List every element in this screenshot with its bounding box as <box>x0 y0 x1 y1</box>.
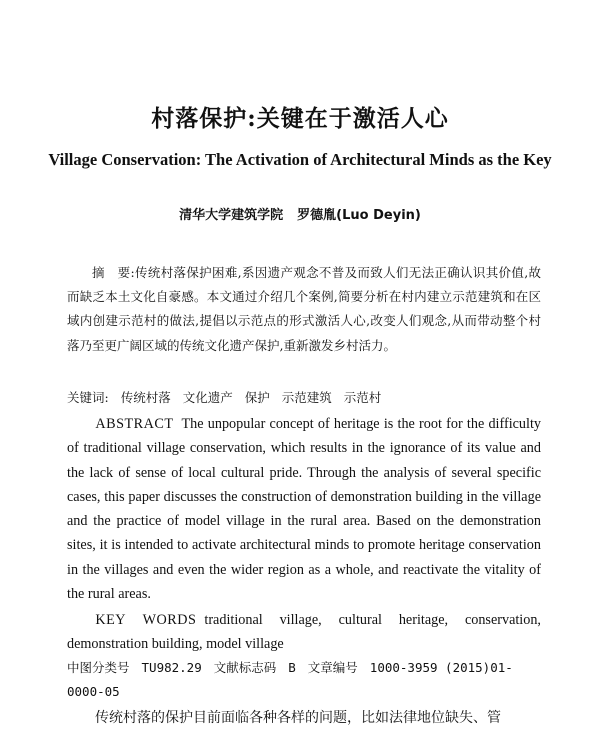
author-name: 罗德胤(Luo Deyin) <box>297 208 421 223</box>
abstract-english-text: The unpopular concept of heritage is the root for the difficulty of traditional village conservation, which results in the ignorance of its value and the lack of sense of local cultural pride. Through the analysis of several specific cases, this paper discusses the construction of demonstration building in the village and the practice of model village in the rural area. Based on the demonstration sites, it is intended to activate architectural minds to promote heritage conservation in the villages and even the wider region as a whole, and reactivate the vitality of the rural areas. <box>67 416 541 603</box>
abstract-chinese <box>67 261 541 358</box>
keyword-chinese: 示范建筑 <box>281 390 332 405</box>
doc-code-value: B <box>288 660 296 675</box>
keyword-chinese: 保护 <box>244 390 270 405</box>
body-first-line: 传统村落的保护目前面临各种各样的问题，比如法律地位缺失、管 <box>95 710 501 726</box>
keywords-chinese-label: 关键词: <box>67 390 109 405</box>
keywords-english <box>67 608 541 656</box>
keyword-chinese: 示范村 <box>343 390 382 405</box>
article-no-label: 文章编号 <box>307 660 358 675</box>
classification-line <box>67 656 541 704</box>
clc-value: TU982.29 <box>141 660 202 675</box>
article-no-value: 1000-3959 (2015)01-0000-05 <box>67 660 513 699</box>
clc-label: 中图分类号 <box>67 660 130 675</box>
abstract-english <box>67 412 541 606</box>
doc-code-label: 文献标志码 <box>213 660 277 675</box>
author-line <box>0 204 600 223</box>
abstract-chinese-text: 传统村落保护困难,系因遗产观念不普及而致人们无法正确认识其价值,故而缺乏本土文化自豪感。本文通过介绍几个案例,简要分析在村内建立示范建筑和在区域内创建示范村的做法,提倡以示范点的形式激活人心,改变人们观念,从而带动整个村落乃至更广阔区域的传统文化遗产保护,重新激发乡村活力。 <box>67 265 541 353</box>
title-chinese: 村落保护:关键在于激活人心 <box>151 105 449 132</box>
abstract-chinese-label: 摘 要: <box>92 265 135 280</box>
keyword-chinese: 传统村落 <box>120 390 171 405</box>
keywords-english-label: KEY WORDS <box>95 612 197 628</box>
keywords-english-text: traditional village, cultural heritage, conservation, demonstration building, model village <box>67 612 541 652</box>
author-affiliation: 清华大学建筑学院 <box>179 208 284 223</box>
abstract-english-label: ABSTRACT <box>95 416 174 432</box>
keyword-chinese: 文化遗产 <box>182 390 233 405</box>
title-english: Village Conservation: The Activation of Architectural Minds as the Key <box>48 150 552 169</box>
keywords-chinese <box>67 388 541 406</box>
